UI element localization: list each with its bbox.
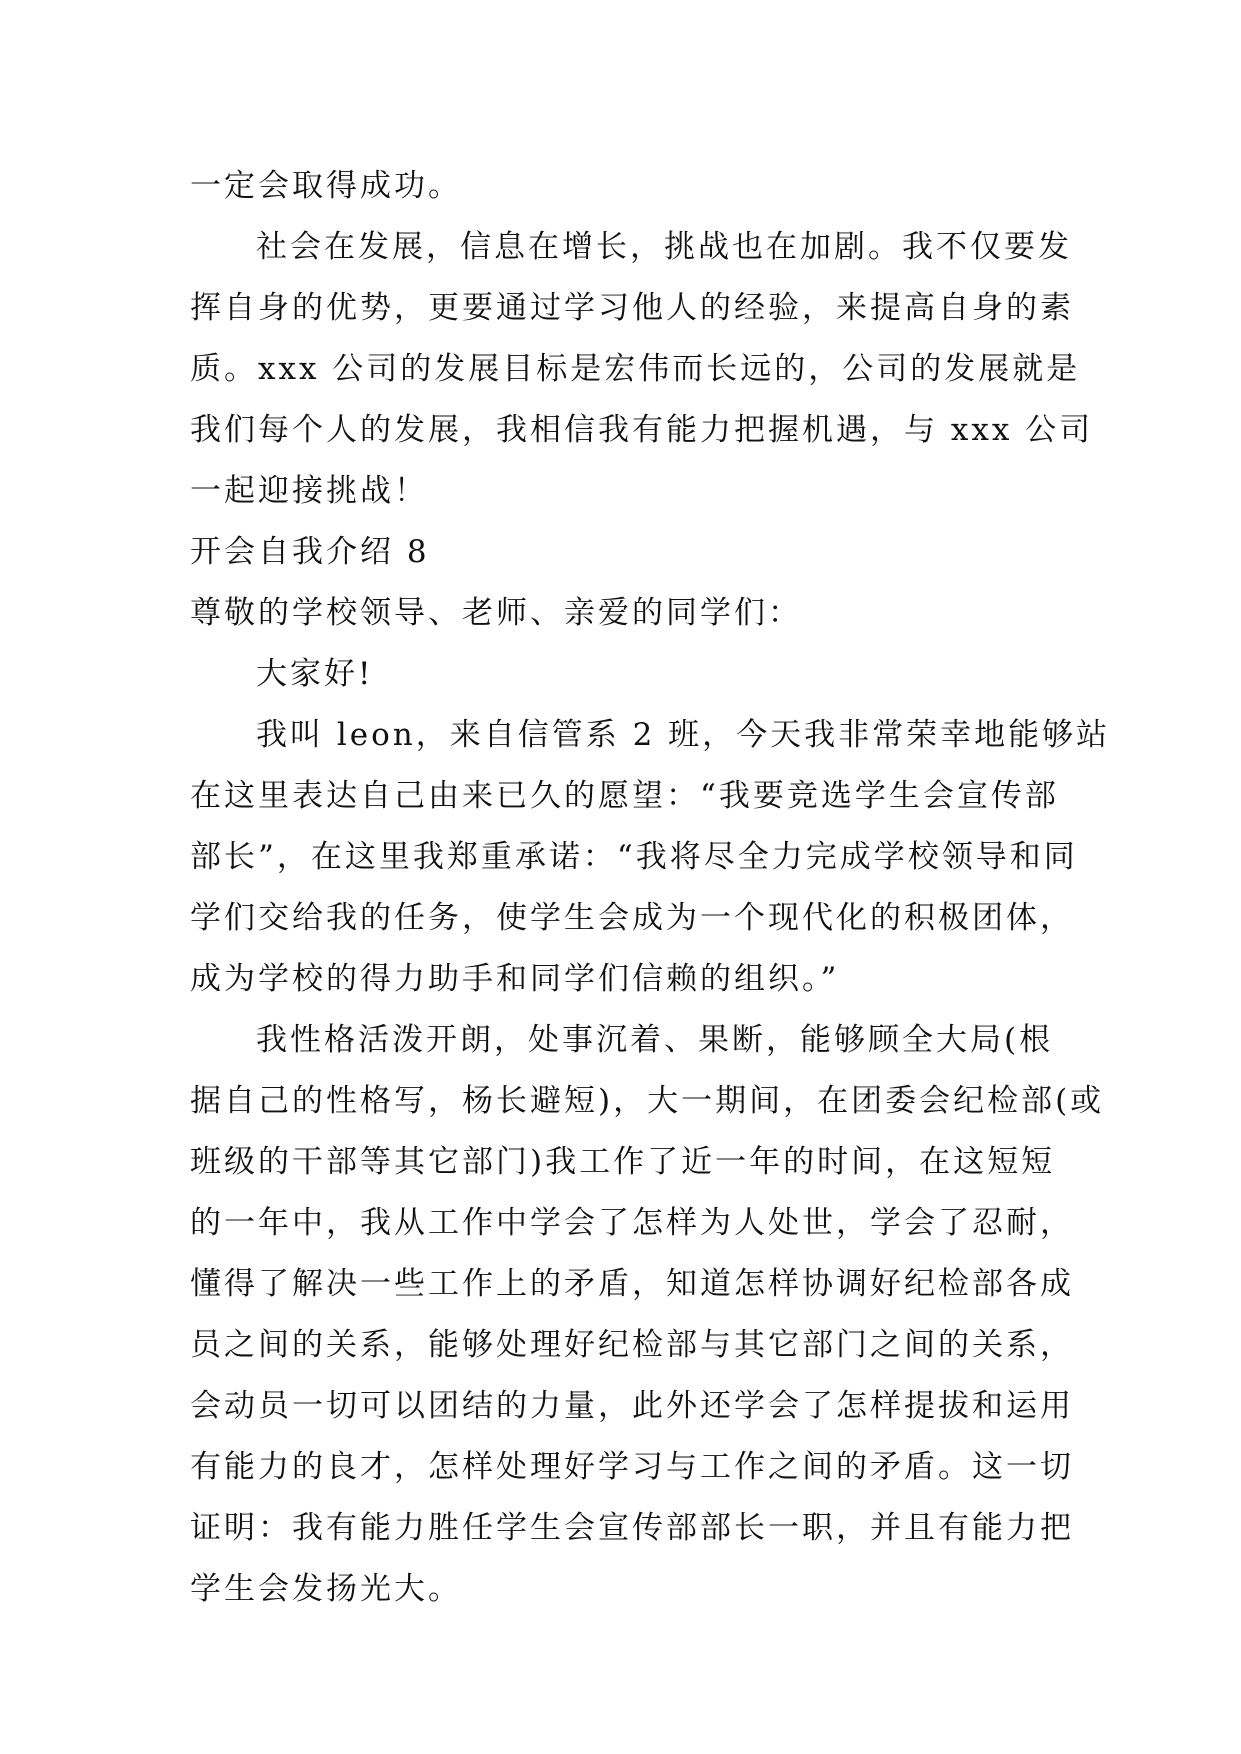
section-heading: 开会自我介绍 8	[190, 534, 430, 570]
text-line: 据自己的性格写，杨长避短)，大一期间，在团委会纪检部(或	[190, 1083, 1105, 1119]
document-body	[190, 156, 1111, 1620]
text-line: 会动员一切可以团结的力量，此外还学会了怎样提拔和运用	[190, 1388, 1074, 1424]
text-line: 学生会发扬光大。	[190, 1571, 462, 1607]
text-line: 学们交给我的任务，使学生会成为一个现代化的积极团体，	[190, 900, 1074, 936]
text-line: 成为学校的得力助手和同学们信赖的组织。”	[190, 961, 840, 997]
text-line: 质。xxx 公司的发展目标是宏伟而长远的，公司的发展就是	[190, 351, 1081, 387]
text-line: 我们每个人的发展，我相信我有能力把握机遇，与 xxx 公司	[190, 412, 1094, 448]
text-line: 员之间的关系，能够处理好纪检部与其它部门之间的关系，	[190, 1327, 1074, 1363]
text-line: 证明：我有能力胜任学生会宣传部部长一职，并且有能力把	[190, 1510, 1074, 1546]
text-line: 懂得了解决一些工作上的矛盾，知道怎样协调好纪检部各成	[190, 1266, 1074, 1302]
text-line: 有能力的良才，怎样处理好学习与工作之间的矛盾。这一切	[190, 1449, 1074, 1485]
text-line: 一定会取得成功。	[190, 168, 462, 204]
greeting: 大家好!	[256, 656, 374, 692]
text-line: 的一年中，我从工作中学会了怎样为人处世，学会了忍耐，	[190, 1205, 1074, 1241]
text-line: 一起迎接挑战！	[190, 473, 428, 509]
text-line: 社会在发展，信息在增长，挑战也在加剧。我不仅要发	[256, 229, 1072, 265]
text-line: 我性格活泼开朗，处事沉着、果断，能够顾全大局(根	[256, 1022, 1054, 1058]
salutation: 尊敬的学校领导、老师、亲爱的同学们：	[190, 595, 802, 631]
text-line: 班级的干部等其它部门)我工作了近一年的时间，在这短短	[190, 1144, 1056, 1180]
text-line: 在这里表达自己由来已久的愿望：“我要竞选学生会宣传部	[190, 778, 1059, 814]
text-line: 我叫 leon，来自信管系 2 班，今天我非常荣幸地能够站	[256, 717, 1111, 753]
text-line: 挥自身的优势，更要通过学习他人的经验，来提高自身的素	[190, 290, 1074, 326]
text-line: 部长”，在这里我郑重承诺：“我将尽全力完成学校领导和同	[190, 839, 1078, 875]
